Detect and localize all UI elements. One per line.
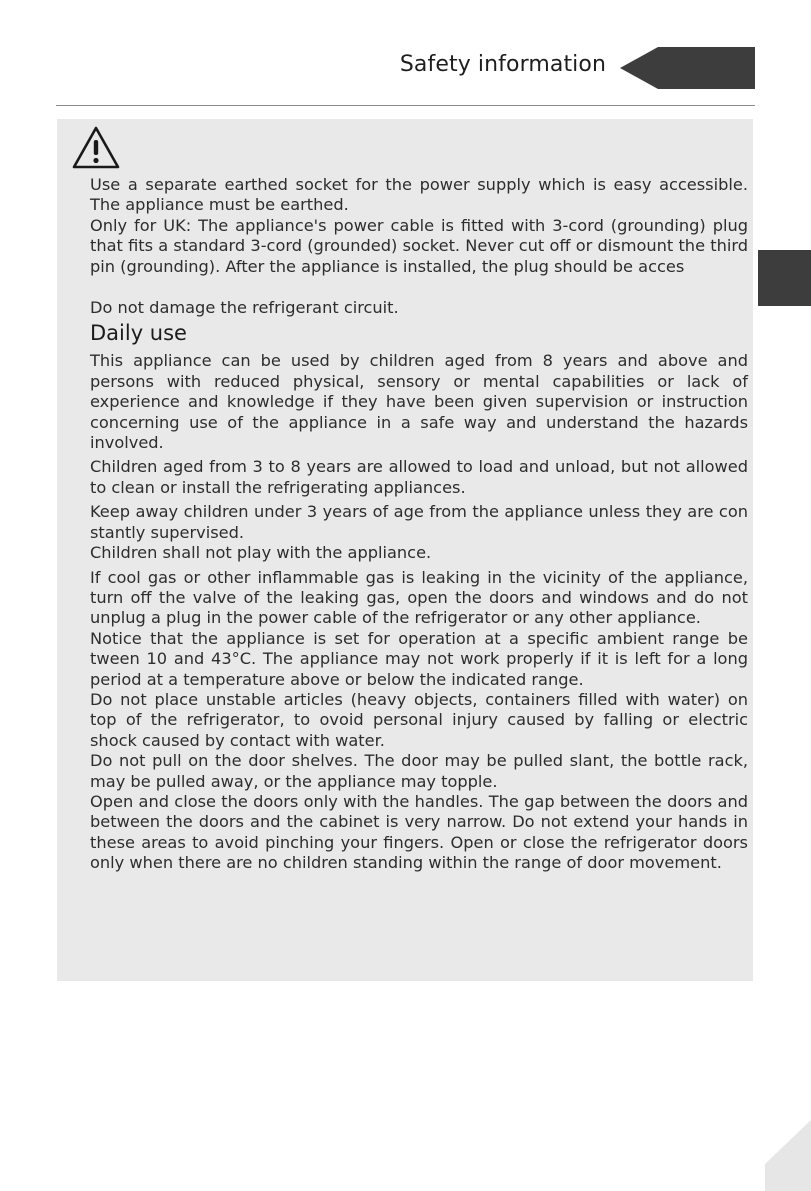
paragraph-door-shelves: Do not pull on the door shelves. The door may be pulled slant, the bottle rack, may be pulled away, or the appliance may topple. xyxy=(90,751,748,791)
paragraph-children-under-3: Keep away children under 3 years of age from the appliance unless they are con stantly supervised. xyxy=(90,502,748,542)
paragraph-ambient-range: Notice that the appliance is set for operation at a specific ambient range be tween 10 and 43°C. The appliance may not work properly if it is left for a long period at a temperature above or below the indicated range. xyxy=(90,628,748,689)
paragraph-gas-leak: If cool gas or other inflammable gas is leaking in the vicinity of the appliance, turn off the valve of the leaking gas, open the doors and windows and do not unplug a plug in the power cable of the refrigerator or any other appliance. xyxy=(90,567,748,628)
page-corner-marker xyxy=(765,1120,811,1191)
paragraph-children-3-8: Children aged from 3 to 8 years are allowed to load and unload, but not allowed to clean or install the refrigerating appliances. xyxy=(90,457,748,497)
side-chapter-tab xyxy=(758,250,811,306)
safety-panel xyxy=(57,119,753,981)
paragraph-children-capabilities: This appliance can be used by children aged from 8 years and above and persons with reduced physical, sensory or mental capabilities or lack of experience and knowledge if they have been given supervision or instruction concerning use of the appliance in a safe way and understand the hazards involved. xyxy=(90,351,748,453)
warning-triangle-icon xyxy=(71,125,121,171)
paragraph-no-play: Children shall not play with the appliance. xyxy=(90,543,432,563)
paragraph-unstable-articles: Do not place unstable articles (heavy objects, containers filled with water) on top of the refrigerator, to ovoid personal injury caused by falling or electric shock caused by contact with water. xyxy=(90,689,748,750)
earthed-requirement-text: The appliance must be earthed. xyxy=(90,195,349,215)
uk-plug-note: Only for UK: The appliance's power cable is fitted with 3-cord (grounding) plug that fits a standard 3-cord (grounded) socket. Never cut off or dismount the third pin (grounding). After the appliance is installed, the plug should be acces xyxy=(90,215,748,276)
panel-content xyxy=(90,175,748,874)
refrigerant-warning: Do not damage the refrigerant circuit. xyxy=(90,298,399,318)
paragraph-door-handles: Open and close the doors only with the handles. The gap between the doors and between the doors and the cabinet is very narrow. Do not extend your hands in these areas to avoid pinching your fingers. Open or close the refrigerator doors only when there are no children standing within the range of door movement. xyxy=(90,791,748,873)
page-title: Safety information xyxy=(399,52,606,77)
header-divider xyxy=(56,105,755,106)
section-tab-marker xyxy=(620,47,755,89)
daily-use-heading: Daily use xyxy=(90,321,187,346)
earthed-socket-text: Use a separate earthed socket for the power supply which is easy accessible. xyxy=(90,175,748,194)
